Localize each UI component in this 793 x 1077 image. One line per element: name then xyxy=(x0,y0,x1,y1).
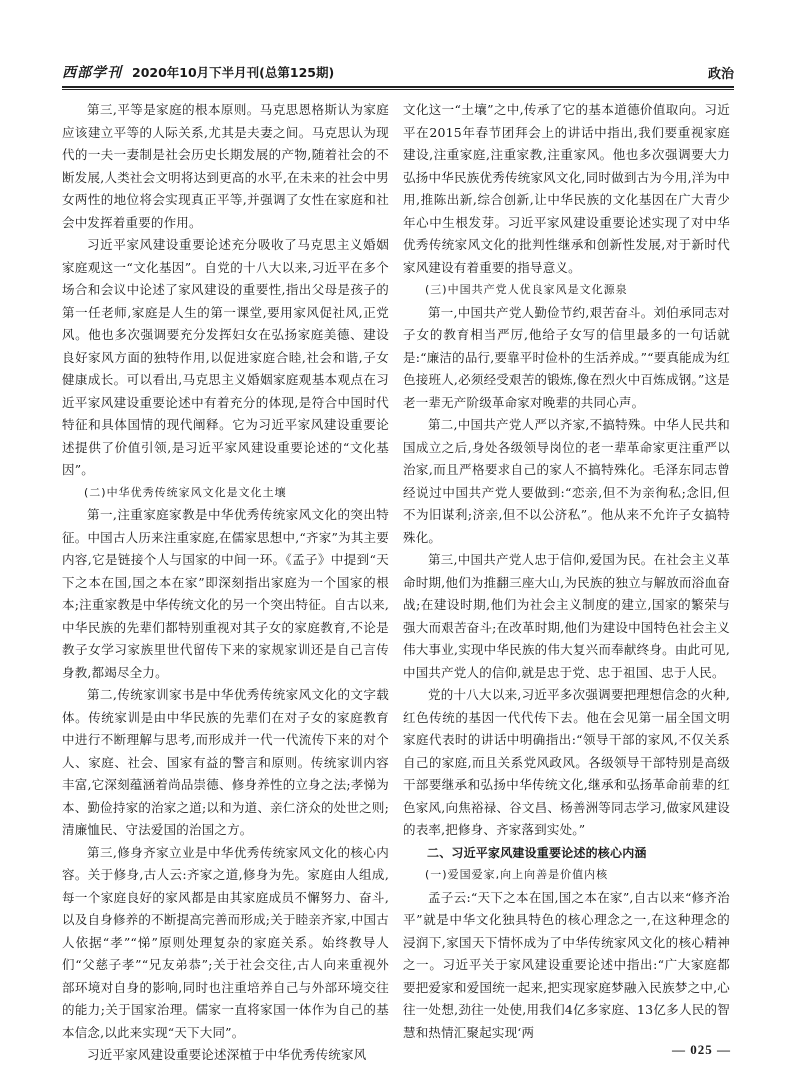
paragraph: 习近平家风建设重要论述深植于中华优秀传统家风 xyxy=(87,1047,367,1062)
section-tag: 政治 xyxy=(707,67,734,82)
paragraph: 第三,修身齐家立业是中华优秀传统家风文化的核心内容。关于修身,古人云:齐家之道,修身为先。家庭由人组成,每一个家庭良好的家风都是由其家庭成员不懈努力、奋斗,以及自身修养的不断提高完善而形成;关于睦亲齐家,中国古人依据“孝”“悌”原则处理复杂的家庭关系。始终教导人们“父慈子孝”“兄友弟恭”;关于社会交往,古人向来重视外部环境对自身的影响,同时也注重培养自己与外部环境交往的能力;关于国家治理。儒家一直将家国一体作为自己的基本信念,以此来实现“天下大同”。 xyxy=(62,844,389,1040)
journal-logo: 西部学刊 xyxy=(62,65,122,81)
subsection-heading: (三)中国共产党人优良家风是文化源泉 xyxy=(425,283,628,296)
issue-info: 2020年10月下半月刊(总第125期) xyxy=(132,65,335,80)
subsection-heading: (二)中华优秀传统家风文化是文化土壤 xyxy=(84,485,287,499)
paragraph: 第一,注重家庭家教是中华优秀传统家风文化的突出特征。中国古人历来注重家庭,在儒家思想中,“齐家”为其主要内容,它是链接个人与国家的中间一环。《孟子》中提到“天下之本在国,国之本在家”即深刻指出家庭为一个国家的根本;注重家教是中华传统文化的另一个突出特征。自古以来,中华民族的先辈们都特别重视对其子女的家庭教育,不论是教子女学习家族里世代留传下来的家规家训还是自己言传身教,都竭尽全力。 xyxy=(62,507,389,680)
paragraph: 第三,中国共产党人忠于信仰,爱国为民。在社会主义革命时期,他们为推翻三座大山,为民族的独立与解放而浴血奋战;在建设时期,他们为社会主义制度的建立,国家的繁荣与强大而艰苦奋斗;在改革时期,他们为建设中国特色社会主义伟大事业,实现中华民族的伟大复兴而奉献终身。由此可见,中国共产党人的信仰,就是忠于党、忠于祖国、忠于人民。 xyxy=(403,552,730,680)
header-rule xyxy=(62,86,734,88)
paragraph: 第二,传统家训家书是中华优秀传统家风文化的文字载体。传统家训是由中华民族的先辈们在对子女的家庭教育中进行不断理解与思考,而形成并一代一代流传下来的对个人、家庭、社会、国家有益的警言和原则。传统家训内容丰富,它深刻蕴涵着尚品崇德、修身养性的立身之法;孝悌为本、勤俭持家的治家之道;以和为道、亲仁济众的处世之则;清廉恤民、守法爱国的治国之方。 xyxy=(62,687,389,837)
running-header xyxy=(62,62,734,84)
paragraph: 第二,中国共产党人严以齐家,不搞特殊。中华人民共和国成立之后,身处各级领导岗位的老一辈革命家更注重严以治家,而且严格要求自己的家人不搞特殊化。毛泽东同志曾经说过中国共产党人要做到:“恋亲,但不为亲徇私;念旧,但不为旧谋利;济亲,但不以公济私”。他从来不允许子女搞特殊化。 xyxy=(403,417,730,545)
header-rule-thin xyxy=(62,89,734,90)
paragraph: 习近平家风建设重要论述充分吸收了马克思主义婚姻家庭观这一“文化基因”。自党的十八大以来,习近平在多个场合和会议中论述了家风建设的重要性,指出父母是孩子的第一任老师,家庭是人生的第一课堂,要用家风促社风,正党风。他也多次强调要充分发挥妇女在弘扬家庭美德、建设良好家风方面的独特作用,以促进家庭合睦,社会和谐,子女健康成长。可以看出,马克思主义婚姻家庭观基本观点在习近平家风建设重要论述中有着充分的体现,是符合中国时代特征和具体国情的现代阐释。它为习近平家风建设重要论述提供了价值引领,是习近平家风建设重要论述的“文化基因”。 xyxy=(62,237,389,477)
right-column xyxy=(403,99,730,1040)
paragraph-continued: 文化这一“土壤”之中,传承了它的基本道德价值取向。习近平在2015年春节团拜会上的讲话中指出,我们要重视家庭建设,注重家庭,注重家教,注重家风。他也多次强调要大力弘扬中华民族优秀传统家风文化,同时做到古为今用,洋为中用,推陈出新,综合创新,让中华民族的文化基因在广大青少年心中生根发芽。习近平家风建设重要论述实现了对中华优秀传统家风文化的批判性继承和创新性发展,对于新时代家风建设有着重要的指导意义。 xyxy=(403,102,730,275)
left-column xyxy=(62,99,389,1062)
paragraph: 孟子云:“天下之本在国,国之本在家”,自古以来“修齐治平”就是中华文化独具特色的核心理念之一,在这种理念的浸润下,家国天下情怀成为了中华传统家风文化的核心精神之一。习近平关于家风建设重要论述中指出:“广大家庭都要把爱家和爱国统一起来,把实现家庭梦融入民族梦之中,心往一处想,劲往一处使,用我们4亿多家庭、13亿多人民的智慧和热情汇聚起实现‘两 xyxy=(403,889,730,1040)
paragraph: 第三,平等是家庭的根本原则。马克思恩格斯认为家庭应该建立平等的人际关系,尤其是夫妻之间。马克思认为现代的一夫一妻制是社会历史长期发展的产物,随着社会的不断发展,人类社会文明将达到更高的水平,在未来的社会中男女两性的地位将会实现真正平等,并强调了女性在家庭和社会中发挥着重要的作用。 xyxy=(62,102,389,230)
subsection-heading: (一)爱国爱家,向上向善是价值内核 xyxy=(425,868,609,881)
paragraph: 党的十八大以来,习近平多次强调要把理想信念的火种,红色传统的基因一代代传下去。他在会见第一届全国文明家庭代表时的讲话中明确指出:“领导干部的家风,不仅关系自己的家庭,而且关系党风政风。各级领导干部特别是高级干部要继承和弘扬中华传统文化,继承和弘扬革命前辈的红色家风,向焦裕禄、谷文昌、杨善洲等同志学习,做家风建设的表率,把修身、齐家落到实处。” xyxy=(403,687,730,837)
page-number: — 025 — xyxy=(672,1042,731,1057)
section-heading: 二、习近平家风建设重要论述的核心内涵 xyxy=(427,845,647,860)
paragraph: 第一,中国共产党人勤俭节约,艰苦奋斗。刘伯承同志对子女的教育相当严厉,他给子女写的信里最多的一句话就是:“廉洁的品行,要靠平时俭朴的生活养成。”“要真能成为红色接班人,必须经受艰苦的锻炼,像在烈火中百炼成钢。”这是老一辈无产阶级革命家对晚辈的共同心声。 xyxy=(403,304,730,410)
